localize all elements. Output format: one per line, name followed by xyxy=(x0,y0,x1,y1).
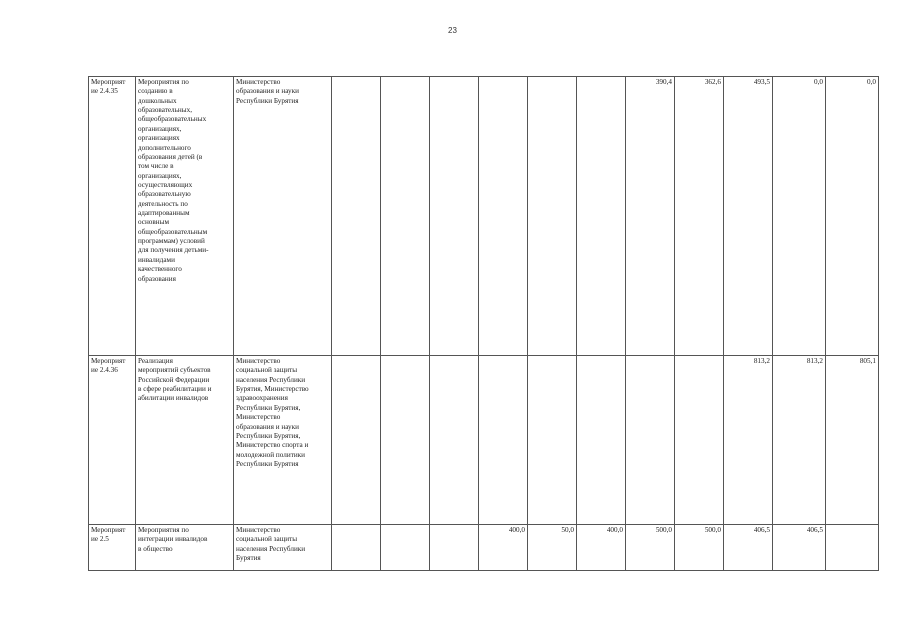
value-cell: 400,0 xyxy=(479,525,528,571)
value-cell: 406,5 xyxy=(724,525,773,571)
value-cell xyxy=(528,356,577,525)
value-cell xyxy=(332,356,381,525)
row-code: Мероприят ие 2.4.36 xyxy=(89,356,136,525)
value-cell xyxy=(577,356,626,525)
value-cell xyxy=(479,356,528,525)
value-cell xyxy=(381,525,430,571)
value-cell xyxy=(381,77,430,356)
value-cell: 805,1 xyxy=(826,356,879,525)
row-executor: Министерство образования и науки Республики Бурятия xyxy=(234,77,332,356)
value-cell xyxy=(675,356,724,525)
table-row xyxy=(89,356,879,525)
value-cell: 0,0 xyxy=(773,77,826,356)
page-number: 23 xyxy=(448,26,457,35)
value-cell xyxy=(479,77,528,356)
table-row xyxy=(89,77,879,356)
value-cell xyxy=(332,525,381,571)
value-cell: 400,0 xyxy=(577,525,626,571)
row-name: Мероприятия по созданию в дошкольных образовательных, общеобразовательных организациях, организациях дополнительного образования детей (в том числе в организациях, осуществляющих образовательную деятельность по адаптированным основным общеобразовательным программам) условий для получения детьми- инвалидами качественного образования xyxy=(136,77,234,356)
value-cell xyxy=(430,77,479,356)
value-cell: 362,6 xyxy=(675,77,724,356)
value-cell xyxy=(626,356,675,525)
value-cell: 500,0 xyxy=(675,525,724,571)
value-cell xyxy=(826,525,879,571)
table-row xyxy=(89,525,879,571)
value-cell: 813,2 xyxy=(724,356,773,525)
row-name: Мероприятия по интеграции инвалидов в общество xyxy=(136,525,234,571)
value-cell xyxy=(430,525,479,571)
row-executor: Министерство социальной защиты населения Республики Бурятия xyxy=(234,525,332,571)
value-cell: 493,5 xyxy=(724,77,773,356)
value-cell xyxy=(528,77,577,356)
value-cell: 500,0 xyxy=(626,525,675,571)
value-cell xyxy=(577,77,626,356)
value-cell: 0,0 xyxy=(826,77,879,356)
value-cell: 813,2 xyxy=(773,356,826,525)
value-cell xyxy=(381,356,430,525)
budget-table xyxy=(88,76,879,571)
row-code: Мероприят ие 2.5 xyxy=(89,525,136,571)
row-executor: Министерство социальной защиты населения Республики Бурятия, Министерство здравоохранения Республики Бурятия, Министерство образования и науки Республики Бурятия, Министерство спорта и молодежной политики Республики Бурятия xyxy=(234,356,332,525)
value-cell xyxy=(430,356,479,525)
value-cell: 390,4 xyxy=(626,77,675,356)
value-cell xyxy=(332,77,381,356)
value-cell: 50,0 xyxy=(528,525,577,571)
value-cell: 406,5 xyxy=(773,525,826,571)
row-code: Мероприят ие 2.4.35 xyxy=(89,77,136,356)
row-name: Реализация мероприятий субъектов Российской Федерации в сфере реабилитации и абилитации инвалидов xyxy=(136,356,234,525)
